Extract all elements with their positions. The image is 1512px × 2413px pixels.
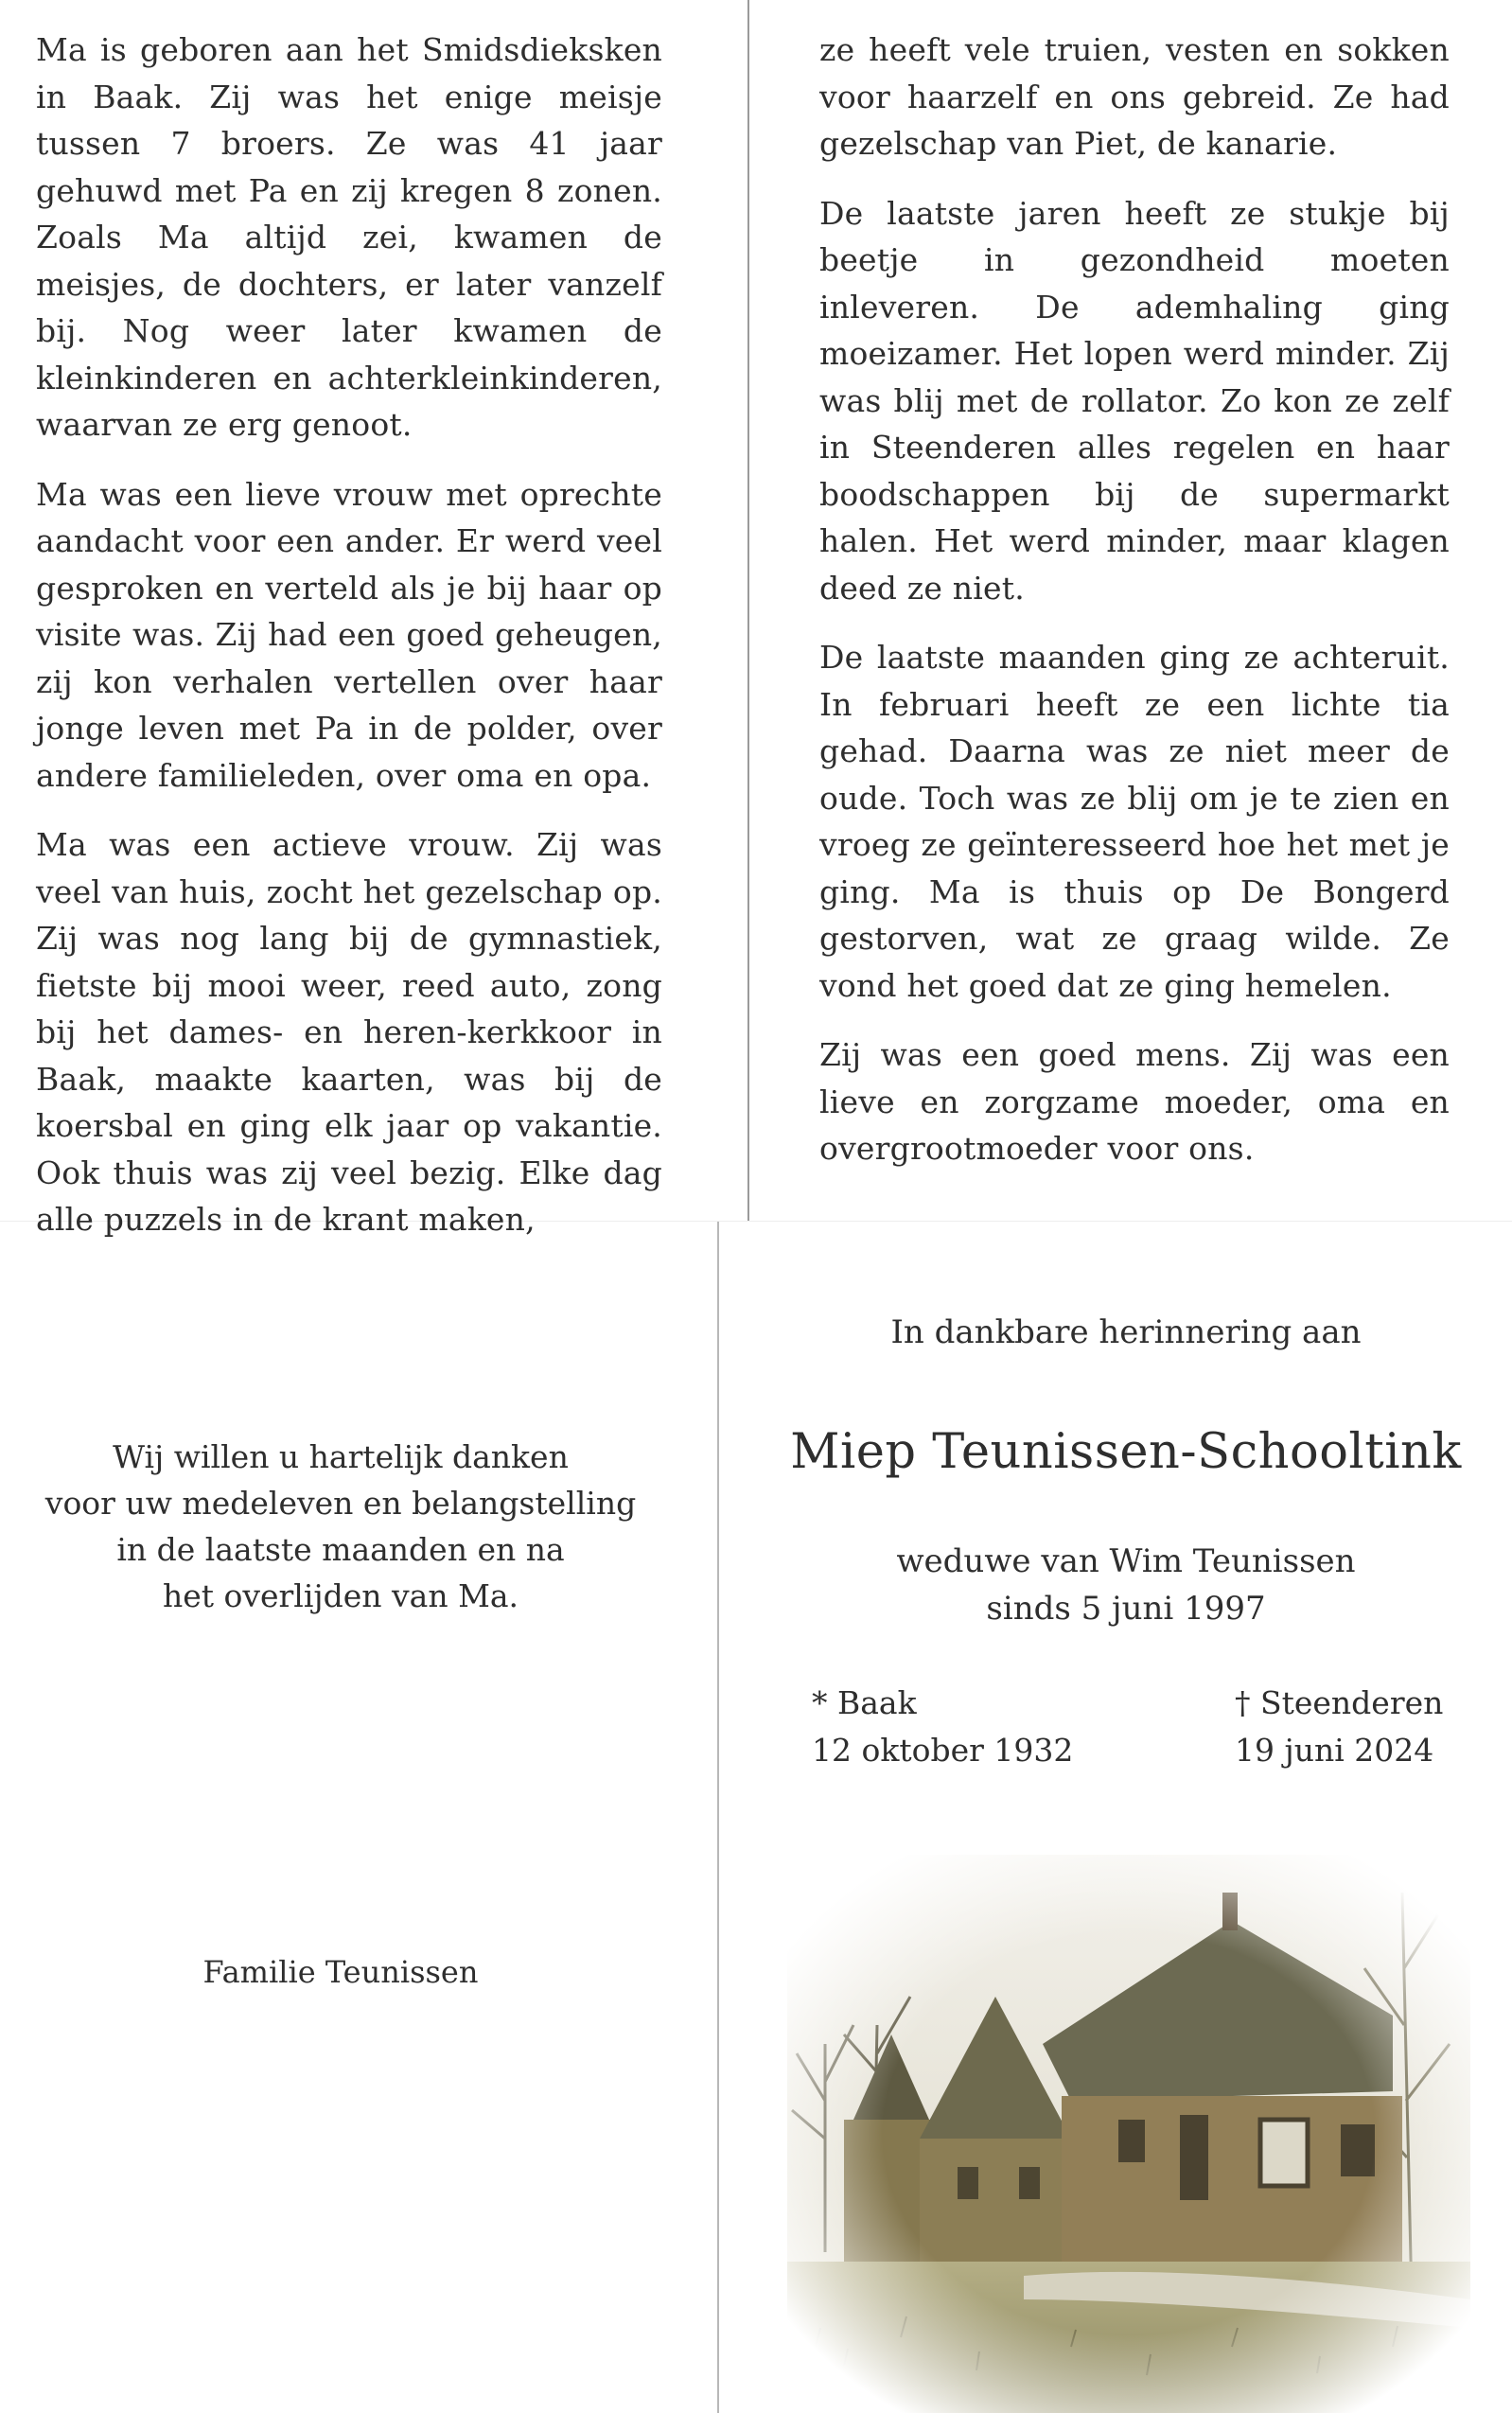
- thank-you-line: voor uw medeleven en belangstelling: [44, 1485, 637, 1522]
- family-signature: Familie Teunissen: [202, 1954, 479, 1990]
- biography-paragraph: Ma was een actieve vrouw. Zij was veel van huis, zocht het gezelschap op. Zij was nog lang bij de gymnastiek, fietste bij mooi weer, reed auto, zong bij het dames- en heren-kerkkoor in Baak, maakte kaarten, was bij de koersbal en ging elk jaar op vakantie. Ook thuis was zij veel bezig. Elke dag alle puzzels in de krant maken,: [36, 826, 662, 1238]
- fold-line-top: [747, 0, 749, 1221]
- biography-paragraph: De laatste jaren heeft ze stukje bij beetje in gezondheid moeten inleveren. De ademhaling ging moeizamer. Het lopen werd minder. Zij was blij met de rollator. Zo kon ze zelf in Steenderen alles regelen en haar boodschappen bij de supermarkt halen. Het werd minder, maar klagen deed ze niet.: [819, 194, 1450, 607]
- thank-you-message: [38, 1434, 643, 1619]
- biography-paragraph: De laatste maanden ging ze achteruit. In februari heeft ze een lichte tia gehad. Daarna was ze niet meer de oude. Toch was ze blij om je te zien en vroeg ze geïnteresseerd hoe het met je ging. Ma is thuis op De Bongerd gestorven, wat ze graag wilde. Ze vond het goed dat ze ging hemelen.: [819, 639, 1450, 1004]
- biography-right-column: [819, 26, 1450, 1195]
- death-info: [1235, 1680, 1443, 1774]
- memorial-intro: In dankbare herinnering aan: [890, 1313, 1362, 1351]
- farmhouse-photo: [787, 1855, 1470, 2413]
- thank-you-line: in de laatste maanden en na: [116, 1531, 565, 1568]
- death-date: 19 juni 2024: [1235, 1732, 1434, 1769]
- photo-vignette: [787, 1855, 1470, 2413]
- biography-paragraph: Ma is geboren aan het Smidsdieksken in Baak. Zij was het enige meisje tussen 7 broers. Ze was 41 jaar gehuwd met Pa en zij kregen 8 zonen. Zoals Ma altijd zei, kwamen de meisjes, de dochters, er later vanzelf bij. Nog weer later kwamen de kleinkinderen en achterkleinkinderen, waarvan ze erg genoot.: [36, 31, 662, 443]
- fold-line-bottom: [717, 1221, 719, 2413]
- birth-place: * Baak: [812, 1684, 917, 1721]
- widow-note: [776, 1538, 1476, 1632]
- biography-paragraph: ze heeft vele truien, vesten en sokken voor haarzelf en ons gebreid. Ze had gezelschap van Piet, de kanarie.: [819, 31, 1450, 162]
- widow-since-line: sinds 5 juni 1997: [986, 1590, 1266, 1628]
- death-place: † Steenderen: [1235, 1684, 1444, 1721]
- biography-paragraph: Zij was een goed mens. Zij was een lieve en zorgzame moeder, oma en overgrootmoeder voor ons.: [819, 1036, 1450, 1167]
- thank-you-line: Wij willen u hartelijk danken: [113, 1438, 569, 1475]
- widow-line: weduwe van Wim Teunissen: [896, 1542, 1356, 1580]
- biography-paragraph: Ma was een lieve vrouw met oprechte aandacht voor een ander. Er werd veel gesproken en verteld als je bij haar op visite was. Zij had een goed geheugen, zij kon verhalen vertellen over haar jonge leven met Pa in de polder, over andere familieleden, over oma en opa.: [36, 475, 662, 794]
- deceased-name: Miep Teunissen-Schooltink: [790, 1424, 1462, 1480]
- birth-info: [812, 1680, 1073, 1774]
- birth-date: 12 oktober 1932: [812, 1732, 1074, 1769]
- thank-you-line: het overlijden van Ma.: [162, 1577, 519, 1614]
- biography-left-column: [36, 26, 662, 1266]
